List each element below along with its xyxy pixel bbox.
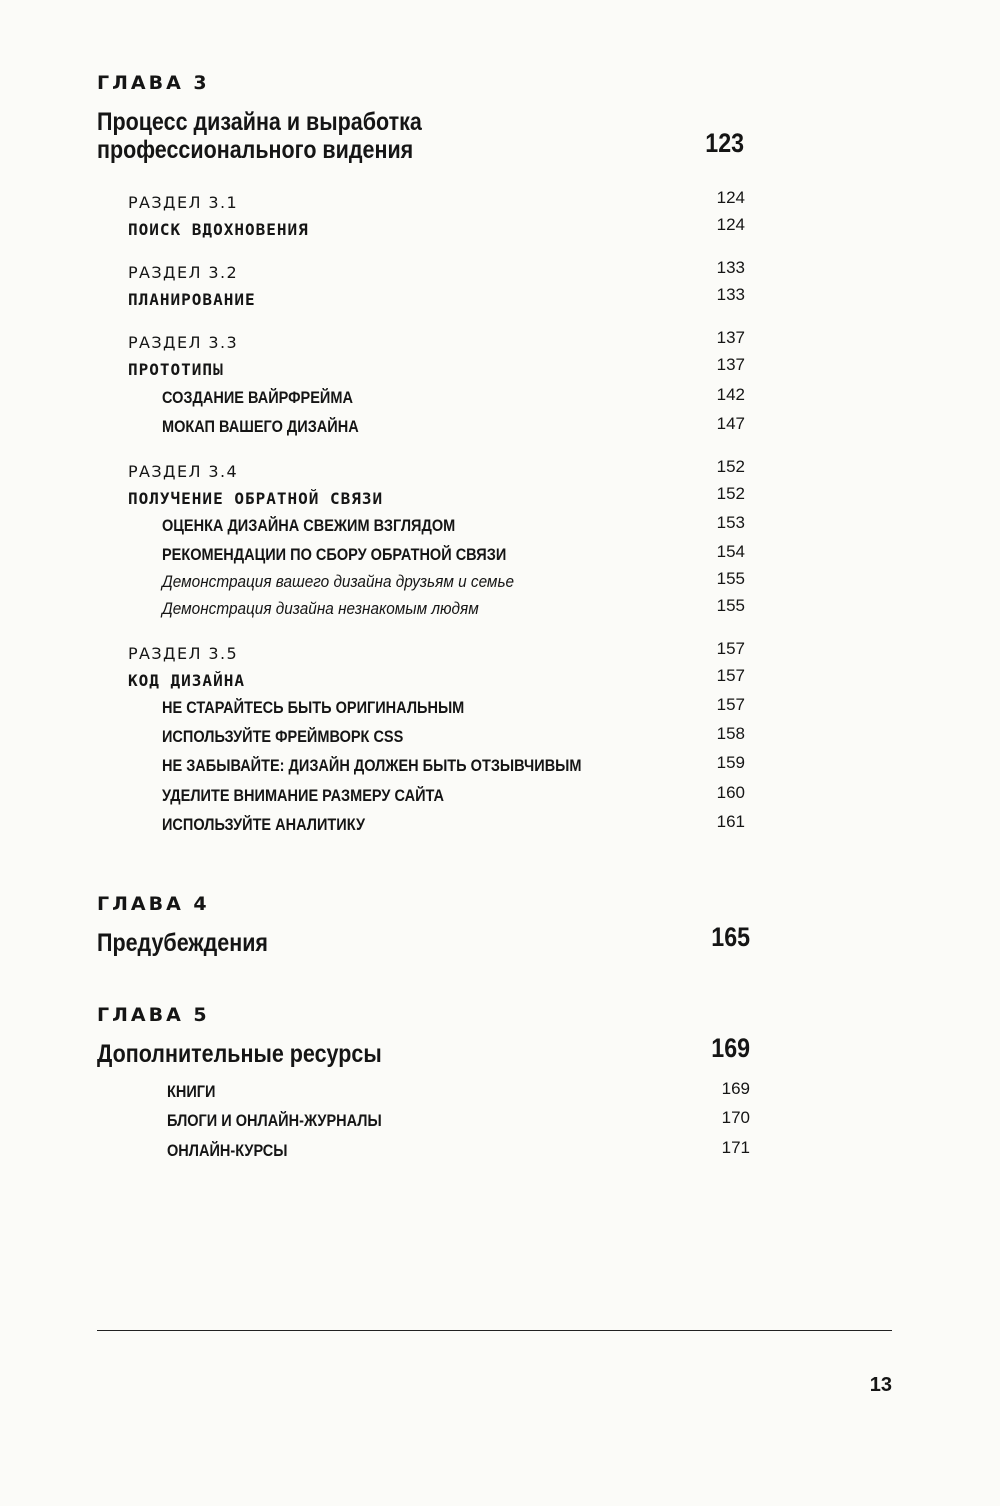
section-3-1-label: РАЗДЕЛ 3.1 [128,193,239,212]
toc-item: ОЦЕНКА ДИЗАЙНА СВЕЖИМ ВЗГЛЯДОМ [162,517,456,535]
section-3-4-title: ПОЛУЧЕНИЕ ОБРАТНОЙ СВЯЗИ [128,489,384,508]
toc-item-italic: Демонстрация дизайна незнакомым людям [162,600,479,618]
section-3-5-label: РАЗДЕЛ 3.5 [128,644,239,663]
toc-item: СОЗДАНИЕ ВАЙРФРЕЙМА [162,389,353,407]
chapter-3-label: ГЛАВА 3 [97,72,210,94]
toc-item: ИСПОЛЬЗУЙТЕ ФРЕЙМВОРК CSS [162,728,404,746]
chapter-5-title: Дополнительные ресурсы [97,1040,382,1068]
toc-item: ИСПОЛЬЗУЙТЕ АНАЛИТИКУ [162,816,365,834]
chapter-3-title-line2: профессионального видения [97,136,414,164]
section-3-1-label-page: 124 [716,188,745,207]
chapter-3-page: 123 [705,128,744,158]
toc-item-page: 157 [716,695,745,714]
toc-item: КНИГИ [167,1083,216,1101]
chapter-5-label: ГЛАВА 5 [97,1004,210,1026]
chapter-3-title-line1: Процесс дизайна и выработка [97,108,422,136]
section-3-4-label: РАЗДЕЛ 3.4 [128,462,239,481]
section-3-1-title-page: 124 [716,215,745,234]
toc-item-page: 171 [721,1138,750,1157]
section-3-1-title: ПОИСК ВДОХНОВЕНИЯ [128,220,309,239]
toc-item: РЕКОМЕНДАЦИИ ПО СБОРУ ОБРАТНОЙ СВЯЗИ [162,546,507,564]
toc-item-page: 153 [716,513,745,532]
section-3-5-title-page: 157 [716,666,745,685]
page-number: 13 [869,1374,892,1396]
section-3-4-label-page: 152 [716,457,745,476]
toc-item-page: 170 [721,1108,750,1127]
chapter-4-title: Предубеждения [97,929,268,957]
toc-item-page: 155 [716,596,745,615]
footer-rule [97,1330,892,1331]
toc-item: МОКАП ВАШЕГО ДИЗАЙНА [162,418,359,436]
section-3-2-title-page: 133 [716,285,745,304]
section-3-5-label-page: 157 [716,639,745,658]
toc-item-page: 147 [716,414,745,433]
section-3-3-label: РАЗДЕЛ 3.3 [128,333,239,352]
toc-item-italic: Демонстрация вашего дизайна друзьям и семье [162,573,515,591]
toc-item-page: 154 [716,542,745,561]
toc-item-page: 158 [716,724,745,743]
toc-item: ОНЛАЙН-КУРСЫ [167,1142,288,1160]
chapter-4-page: 165 [711,922,750,952]
toc-item-page: 142 [716,385,745,404]
toc-item-page: 161 [716,812,745,831]
section-3-3-title-page: 137 [716,355,745,374]
toc-item: УДЕЛИТЕ ВНИМАНИЕ РАЗМЕРУ САЙТА [162,787,444,805]
toc-item: НЕ ЗАБЫВАЙТЕ: ДИЗАЙН ДОЛЖЕН БЫТЬ ОТЗЫВЧИВЫМ [162,757,582,775]
toc-item-page: 159 [716,753,745,772]
toc-item-page: 160 [716,783,745,802]
section-3-3-title: ПРОТОТИПЫ [128,360,224,379]
toc-item: НЕ СТАРАЙТЕСЬ БЫТЬ ОРИГИНАЛЬНЫМ [162,699,465,717]
toc-item-page: 155 [716,569,745,588]
section-3-2-label: РАЗДЕЛ 3.2 [128,263,239,282]
chapter-5-page: 169 [711,1033,750,1063]
section-3-3-label-page: 137 [716,328,745,347]
chapter-4-label: ГЛАВА 4 [97,893,210,915]
toc-item: БЛОГИ И ОНЛАЙН-ЖУРНАЛЫ [167,1112,382,1130]
toc-item-page: 169 [721,1079,750,1098]
section-3-2-title: ПЛАНИРОВАНИЕ [128,290,256,309]
section-3-5-title: КОД ДИЗАЙНА [128,671,245,690]
section-3-2-label-page: 133 [716,258,745,277]
section-3-4-title-page: 152 [716,484,745,503]
